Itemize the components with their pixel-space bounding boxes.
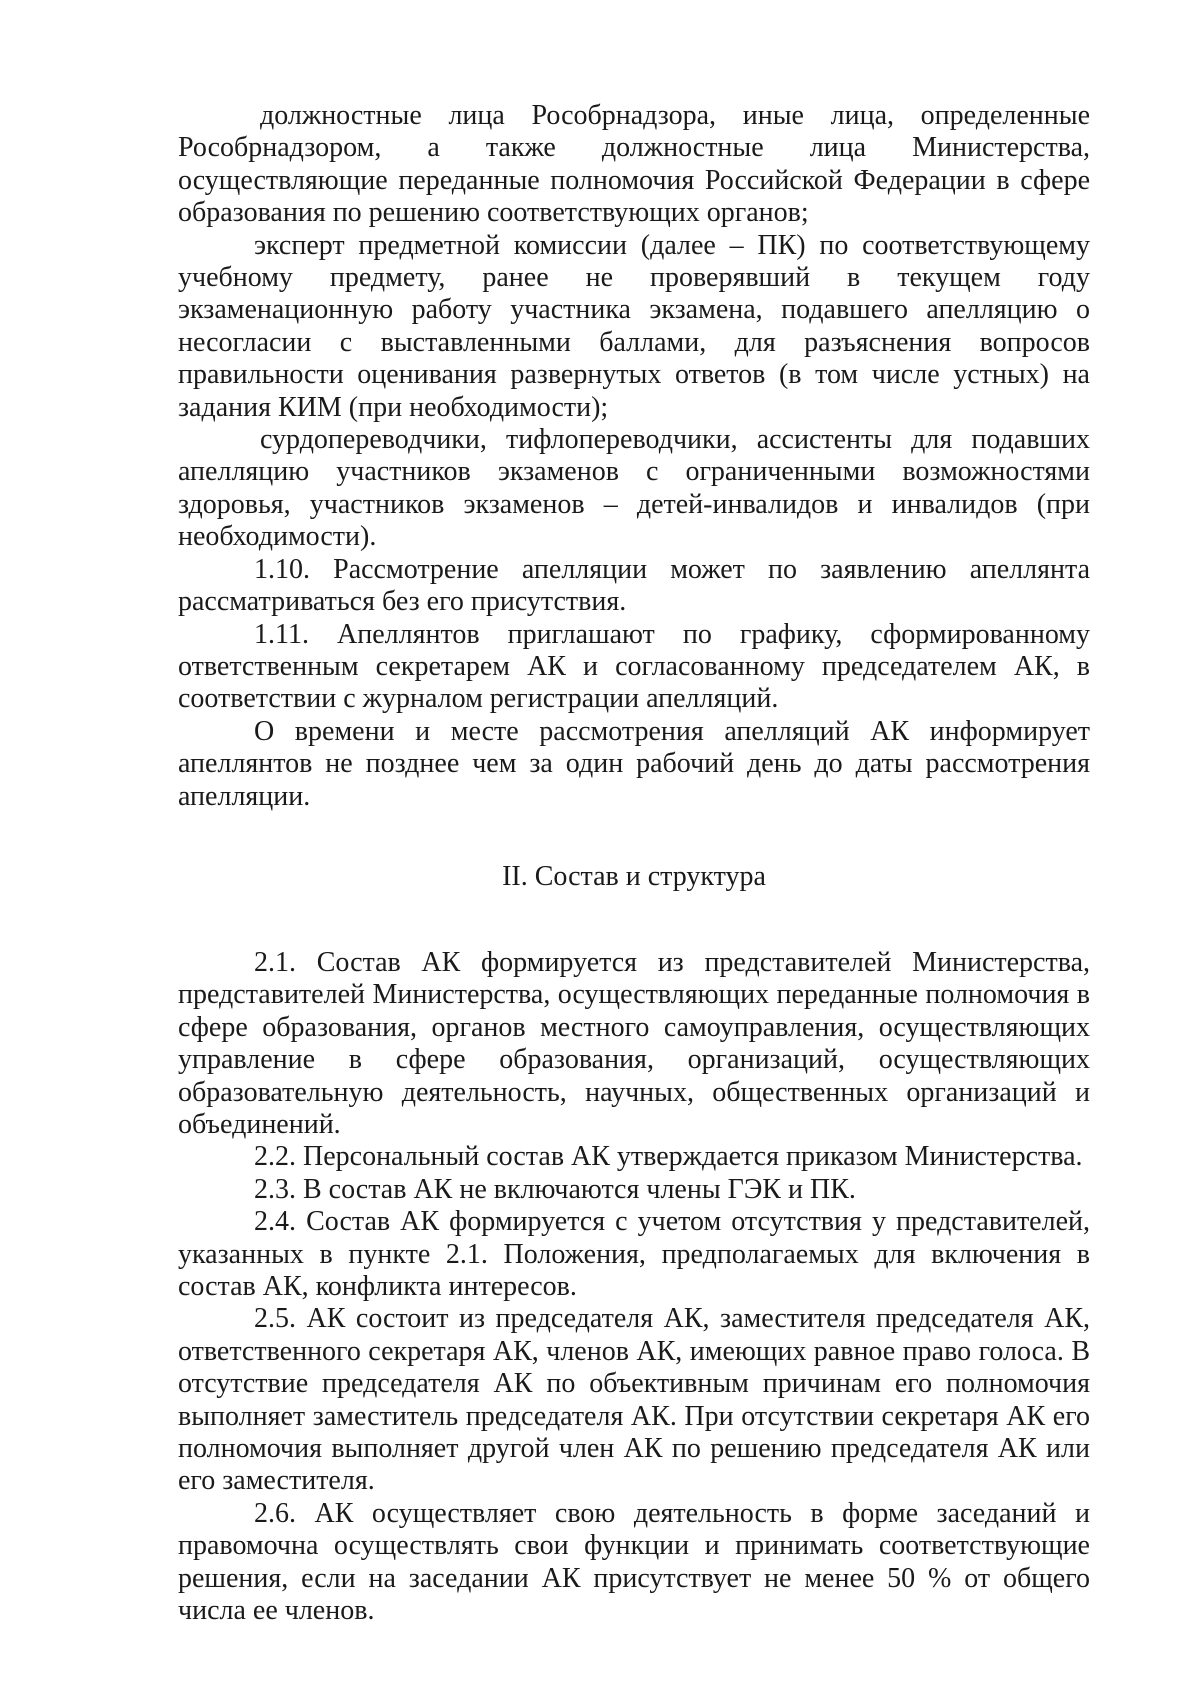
- paragraph-expert: эксперт предметной комиссии (далее – ПК) по соответствующему учебному предмету, ранее не проверявший в текущем году экзаменационную работу участника экзамена, подавшего апелляцию о несогласии с выставленными баллами, для разъяснения вопросов правильности оценивания развернутых ответов (в том числе устных) на задания КИМ (при необходимости);: [178, 229, 1090, 423]
- paragraph-2-1: 2.1. Состав АК формируется из представителей Министерства, представителей Министерства, осуществляющих переданные полномочия в сфере образования, органов местного самоуправления, осуществляющих управление в сфере образования, организаций, осуществляющих образовательную деятельность, научных, общественных организаций и объединений.: [178, 946, 1090, 1140]
- paragraph-2-3: 2.3. В состав АК не включаются члены ГЭК и ПК.: [254, 1173, 856, 1205]
- paragraph-interpreters: сурдопереводчики, тифлопереводчики, ассистенты для подавших апелляцию участников экзаменов с ограниченными возможностями здоровья, участников экзаменов – детей-инвалидов и инвалидов (при необходимости).: [178, 424, 1090, 553]
- paragraph-2-2: 2.2. Персональный состав АК утверждается приказом Министерства.: [254, 1141, 1083, 1173]
- paragraph-2-4: 2.4. Состав АК формируется с учетом отсутствия у представителей, указанных в пункте 2.1. Положения, предполагаемых для включения в состав АК, конфликта интересов.: [178, 1206, 1090, 1302]
- paragraph-1-10: 1.10. Рассмотрение апелляции может по заявлению апеллянта рассматриваться без его присутствия.: [178, 553, 1090, 618]
- paragraph-notification: О времени и месте рассмотрения апелляций АК информирует апеллянтов не позднее чем за один рабочий день до даты рассмотрения апелляции.: [178, 715, 1090, 812]
- paragraph-2-5: 2.5. АК состоит из председателя АК, заместителя председателя АК, ответственного секретаря АК, членов АК, имеющих равное право голоса. В отсутствие председателя АК по объективным причинам его полномочия выполняет заместитель председателя АК. При отсутствии секретаря АК его полномочия выполняет другой член АК по решению председателя АК или его заместителя.: [178, 1303, 1090, 1497]
- section-heading: II. Состав и структура: [502, 860, 766, 892]
- paragraph-2-6: 2.6. АК осуществляет свою деятельность в форме заседаний и правомочна осуществлять свои функции и принимать соответствующие решения, если на заседании АК присутствует не менее 50 % от общего числа ее членов.: [178, 1497, 1090, 1627]
- paragraph-1-11: 1.11. Апеллянтов приглашают по графику, сформированному ответственным секретарем АК и согласованному председателем АК, в соответствии с журналом регистрации апелляций.: [178, 618, 1090, 715]
- paragraph-officials: должностные лица Рособрнадзора, иные лица, определенные Рособрнадзором, а также должностные лица Министерства, осуществляющие переданные полномочия Российской Федерации в сфере образования по решению соответствующих органов;: [178, 100, 1090, 229]
- document-page: [178, 100, 1090, 1627]
